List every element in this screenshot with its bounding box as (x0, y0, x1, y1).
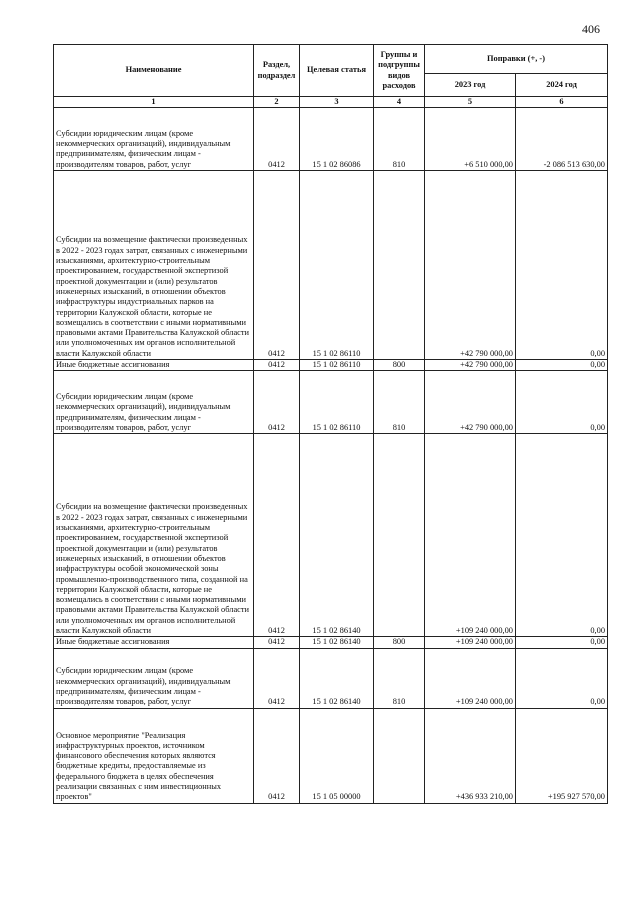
header-section: Раздел, подраздел (254, 45, 300, 97)
table-row (54, 708, 608, 803)
row-2024: 0,00 (516, 648, 608, 708)
column-number-row (54, 97, 608, 108)
budget-amendments-table (53, 44, 608, 804)
col-number: 6 (516, 97, 608, 108)
table-row (54, 434, 608, 637)
row-article: 15 1 02 86110 (300, 360, 374, 371)
row-section: 0412 (254, 434, 300, 637)
row-2023: +42 790 000,00 (425, 171, 516, 360)
row-2023: +42 790 000,00 (425, 360, 516, 371)
row-group (374, 708, 425, 803)
header-expense-groups: Группы и подгруппы видов расходов (374, 45, 425, 97)
row-group: 800 (374, 360, 425, 371)
row-article: 15 1 05 00000 (300, 708, 374, 803)
col-number: 1 (54, 97, 254, 108)
header-target-article: Целевая статья (300, 45, 374, 97)
row-name: Субсидии юридическим лицам (кроме некоммерческих организаций), индивидуальным предпринимателям, физическим лицам - производителям товаров, работ, услуг (54, 108, 254, 171)
header-row-top (54, 45, 608, 74)
row-name: Основное мероприятие "Реализация инфраструктурных проектов, источником финансового обеспечения которых являются бюджетные кредиты, предоставляемые из федерального бюджета в целях обеспечения реализации связанных с ним инвестиционных проектов" (54, 708, 254, 803)
row-2023: +436 933 210,00 (425, 708, 516, 803)
header-year-2024: 2024 год (516, 74, 608, 97)
table-row (54, 108, 608, 171)
row-group: 810 (374, 371, 425, 434)
row-section: 0412 (254, 637, 300, 648)
row-2024: 0,00 (516, 434, 608, 637)
row-name: Субсидии на возмещение фактически произведенных в 2022 - 2023 годах затрат, связанных с инженерными изысканиями, архитектурно-строительным проектированием, государственной экспертизой проектной документации и (или) результатов инженерных изысканий, в отношении объектов инфраструктуры индустриальных парков на территории Калужской области, которые не возмещались в соответствии с иными нормативными правовыми актами Правительства Калужской области или уполномоченных им органов исполнительной власти Калужской области (54, 171, 254, 360)
row-section: 0412 (254, 171, 300, 360)
table-row (54, 360, 608, 371)
row-article: 15 1 02 86140 (300, 637, 374, 648)
row-name: Субсидии юридическим лицам (кроме некоммерческих организаций), индивидуальным предпринимателям, физическим лицам - производителям товаров, работ, услуг (54, 648, 254, 708)
row-2023: +109 240 000,00 (425, 637, 516, 648)
col-number: 4 (374, 97, 425, 108)
row-name: Субсидии на возмещение фактически произведенных в 2022 - 2023 годах затрат, связанных с инженерными изысканиями, архитектурно-строительным проектированием, государственной экспертизой проектной документации и (или) результатов инженерных изысканий, в отношении объектов инфраструктуры особой экономической зоны промышленно-производственного типа, созданной на территории Калужской области, которые не возмещались в соответствии с иными нормативными правовыми актами Правительства Калужской области или уполномоченных им органов исполнительной власти Калужской области (54, 434, 254, 637)
row-article: 15 1 02 86086 (300, 108, 374, 171)
row-group: 810 (374, 648, 425, 708)
row-section: 0412 (254, 648, 300, 708)
table-row (54, 637, 608, 648)
row-2024: 0,00 (516, 360, 608, 371)
row-name: Иные бюджетные ассигнования (54, 637, 254, 648)
row-article: 15 1 02 86110 (300, 371, 374, 434)
row-section: 0412 (254, 360, 300, 371)
row-2023: +6 510 000,00 (425, 108, 516, 171)
table-row (54, 648, 608, 708)
table-row (54, 371, 608, 434)
row-2023: +109 240 000,00 (425, 648, 516, 708)
row-name: Иные бюджетные ассигнования (54, 360, 254, 371)
row-2024: 0,00 (516, 171, 608, 360)
col-number: 2 (254, 97, 300, 108)
row-article: 15 1 02 86140 (300, 434, 374, 637)
page-number: 406 (582, 22, 600, 36)
row-section: 0412 (254, 708, 300, 803)
row-article: 15 1 02 86110 (300, 171, 374, 360)
row-2024: 0,00 (516, 637, 608, 648)
row-group: 800 (374, 637, 425, 648)
row-2023: +109 240 000,00 (425, 434, 516, 637)
row-2024: -2 086 513 630,00 (516, 108, 608, 171)
row-2024: 0,00 (516, 371, 608, 434)
table-row (54, 171, 608, 360)
row-section: 0412 (254, 108, 300, 171)
row-group (374, 171, 425, 360)
row-article: 15 1 02 86140 (300, 648, 374, 708)
row-name: Субсидии юридическим лицам (кроме некоммерческих организаций), индивидуальным предпринимателям, физическим лицам - производителям товаров, работ, услуг (54, 371, 254, 434)
row-2023: +42 790 000,00 (425, 371, 516, 434)
row-section: 0412 (254, 371, 300, 434)
col-number: 3 (300, 97, 374, 108)
row-2024: +195 927 570,00 (516, 708, 608, 803)
col-number: 5 (425, 97, 516, 108)
header-amendments: Поправки (+, -) (425, 45, 608, 74)
header-name: Наименование (54, 45, 254, 97)
row-group: 810 (374, 108, 425, 171)
row-group (374, 434, 425, 637)
header-year-2023: 2023 год (425, 74, 516, 97)
